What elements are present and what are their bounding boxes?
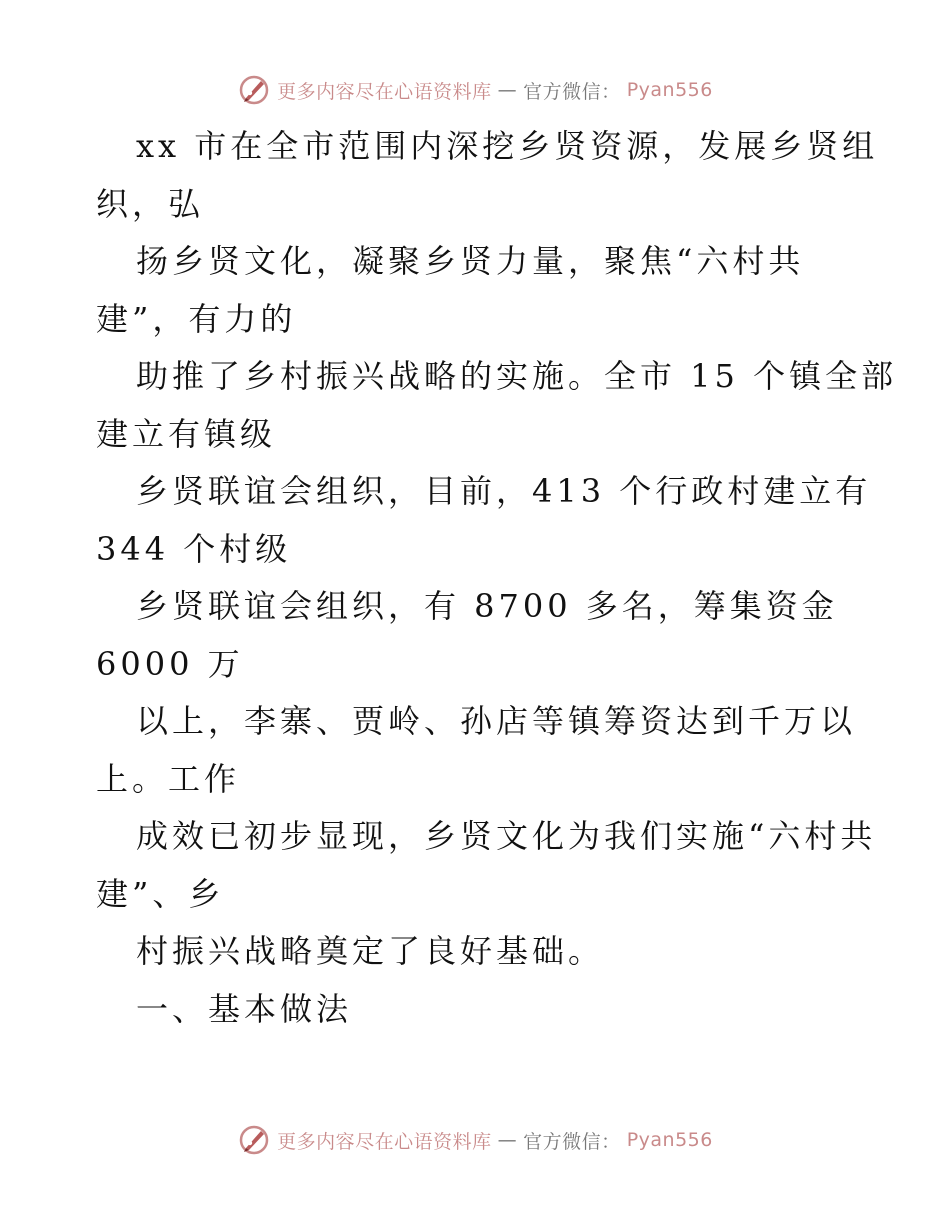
watermark-account: Pyan556 xyxy=(626,1129,713,1151)
text-line: xx 市在全市范围内深挖乡贤资源，发展乡贤组 xyxy=(136,127,879,165)
watermark-separator: — xyxy=(497,1129,518,1151)
watermark-account: Pyan556 xyxy=(626,79,713,101)
text-line: 建立有镇级 xyxy=(96,414,277,453)
text-line: 344 个村级 xyxy=(96,529,292,568)
watermark-header xyxy=(0,70,950,110)
text-line: 建”，有力的 xyxy=(96,299,297,338)
watermark-account-label: 官方微信： xyxy=(523,1130,621,1153)
watermark-main-text: 更多内容尽在心语资料库 xyxy=(277,80,492,103)
watermark-footer xyxy=(0,1120,950,1160)
text-line: 上。工作 xyxy=(96,759,241,798)
text-line: 以上，李寨、贾岭、孙店等镇筹资达到千万以 xyxy=(136,702,857,740)
quill-pen-logo-icon xyxy=(237,73,271,107)
text-line: 一、基本做法 xyxy=(136,989,353,1028)
text-line: 扬乡贤文化，凝聚乡贤力量，聚焦“六村共 xyxy=(136,242,805,280)
quill-pen-logo-icon xyxy=(237,1123,271,1157)
document-body xyxy=(96,118,898,1038)
watermark-main-text: 更多内容尽在心语资料库 xyxy=(277,1130,492,1153)
text-line: 乡贤联谊会组织，有 8700 多名，筹集资金 xyxy=(136,587,838,625)
text-line: 成效已初步显现，乡贤文化为我们实施“六村共 xyxy=(136,817,877,855)
watermark-separator: — xyxy=(497,79,518,101)
text-line: 织，弘 xyxy=(96,184,205,223)
watermark-account-label: 官方微信： xyxy=(523,80,621,103)
text-line: 乡贤联谊会组织，目前，413 个行政村建立有 xyxy=(136,472,872,510)
text-line: 助推了乡村振兴战略的实施。全市 15 个镇全部 xyxy=(136,357,898,395)
text-line: 6000 万 xyxy=(96,644,244,683)
text-line: 建”、乡 xyxy=(96,874,225,913)
text-line: 村振兴战略奠定了良好基础。 xyxy=(136,932,605,970)
